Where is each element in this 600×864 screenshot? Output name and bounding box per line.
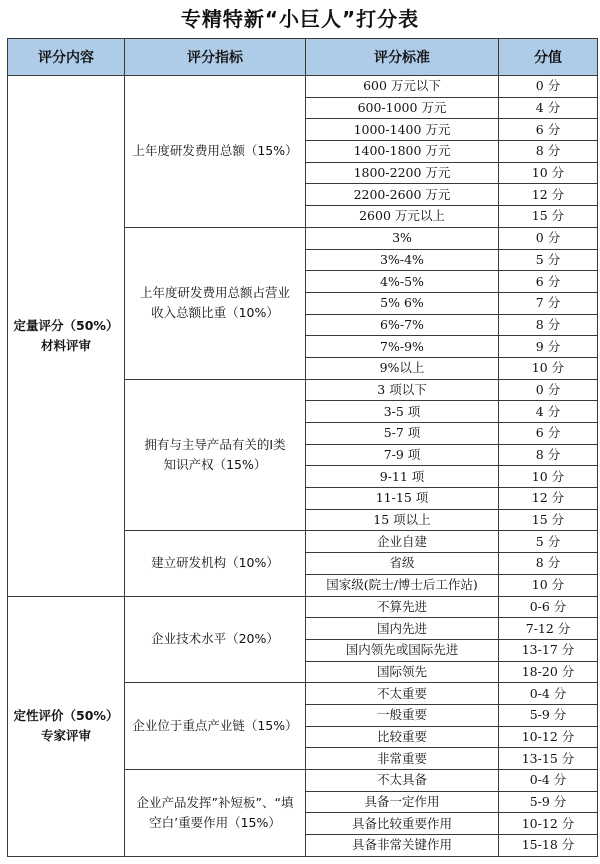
score-cell: 8 分 [499, 314, 598, 336]
standard-cell: 具备非常关键作用 [306, 835, 499, 857]
indicator-label-line: 收入总额比重（10%） [151, 305, 279, 321]
page-title: 专精特新“小巨人”打分表 [180, 7, 420, 31]
indicator-label-line: 知识产权（15%） [163, 457, 267, 473]
score-cell: 4 分 [499, 401, 598, 423]
standard-cell: 省级 [306, 553, 499, 575]
indicator-cell [125, 683, 306, 770]
score-cell: 15-18 分 [499, 835, 598, 857]
standard-cell: 不太具备 [306, 770, 499, 792]
standard-cell: 具备一定作用 [306, 791, 499, 813]
standard-cell: 7-9 项 [306, 444, 499, 466]
indicator-cell [125, 76, 306, 228]
score-cell: 10 分 [499, 466, 598, 488]
standard-cell: 1000-1400 万元 [306, 119, 499, 141]
score-cell: 0 分 [499, 379, 598, 401]
standard-cell: 11-15 项 [306, 488, 499, 510]
standard-cell: 不太重要 [306, 683, 499, 705]
standard-cell: 9-11 项 [306, 466, 499, 488]
standard-cell: 一般重要 [306, 704, 499, 726]
header-score: 分值 [499, 39, 598, 76]
standard-cell: 4%-5% [306, 271, 499, 293]
scoring-table [7, 38, 598, 857]
indicator-label-line: 建立研发机构（10%） [151, 555, 279, 571]
section-content-cell [8, 596, 125, 856]
header-indicator: 评分指标 [125, 39, 306, 76]
score-cell: 7-12 分 [499, 618, 598, 640]
standard-cell: 国际领先 [306, 661, 499, 683]
score-cell: 10-12 分 [499, 813, 598, 835]
standard-cell: 600 万元以下 [306, 76, 499, 98]
score-cell: 0-4 分 [499, 683, 598, 705]
score-cell: 18-20 分 [499, 661, 598, 683]
score-cell: 12 分 [499, 184, 598, 206]
score-cell: 8 分 [499, 141, 598, 163]
standard-cell: 600-1000 万元 [306, 97, 499, 119]
header-content: 评分内容 [8, 39, 125, 76]
standard-cell: 15 项以上 [306, 509, 499, 531]
indicator-cell [125, 770, 306, 857]
standard-cell: 3%-4% [306, 249, 499, 271]
standard-cell: 比较重要 [306, 726, 499, 748]
standard-cell: 5% 6% [306, 292, 499, 314]
score-cell: 13-17 分 [499, 639, 598, 661]
standard-cell: 1800-2200 万元 [306, 162, 499, 184]
score-cell: 10 分 [499, 357, 598, 379]
table-body [8, 76, 598, 857]
score-cell: 10-12 分 [499, 726, 598, 748]
score-cell: 8 分 [499, 553, 598, 575]
score-cell: 0 分 [499, 227, 598, 249]
standard-cell: 3-5 项 [306, 401, 499, 423]
indicator-label-line: 上年度研发费用总额（15%） [132, 143, 298, 159]
standard-cell: 3% [306, 227, 499, 249]
standard-cell: 5-7 项 [306, 423, 499, 445]
score-cell: 15 分 [499, 206, 598, 228]
score-cell: 10 分 [499, 574, 598, 596]
standard-cell: 6%-7% [306, 314, 499, 336]
indicator-cell [125, 531, 306, 596]
standard-cell: 1400-1800 万元 [306, 141, 499, 163]
indicator-label-line: 企业产品发挥”补短板”、“填 [136, 794, 294, 810]
standard-cell: 国家级(院士/博士后工作站) [306, 574, 499, 596]
standard-cell: 非常重要 [306, 748, 499, 770]
standard-cell: 2200-2600 万元 [306, 184, 499, 206]
standard-cell: 3 项以下 [306, 379, 499, 401]
standard-cell: 国内领先或国际先进 [306, 639, 499, 661]
header-standard: 评分标准 [306, 39, 499, 76]
score-cell: 15 分 [499, 509, 598, 531]
indicator-cell [125, 596, 306, 683]
indicator-label-line: 空白’重要作用（15%） [149, 814, 281, 830]
score-cell: 0-6 分 [499, 596, 598, 618]
table-row [8, 76, 598, 98]
section-content-cell [8, 76, 125, 597]
header-row [8, 39, 598, 76]
table-row [8, 596, 598, 618]
score-cell: 9 分 [499, 336, 598, 358]
score-cell: 0-4 分 [499, 770, 598, 792]
section-content-line: 定性评价（50%） [13, 708, 119, 724]
score-cell: 8 分 [499, 444, 598, 466]
standard-cell: 2600 万元以上 [306, 206, 499, 228]
score-cell: 4 分 [499, 97, 598, 119]
standard-cell: 9%以上 [306, 357, 499, 379]
score-cell: 6 分 [499, 271, 598, 293]
indicator-label-line: 上年度研发费用总额占营业 [139, 285, 290, 301]
score-cell: 13-15 分 [499, 748, 598, 770]
standard-cell: 不算先进 [306, 596, 499, 618]
section-content-line: 专家评审 [40, 728, 91, 744]
standard-cell: 7%-9% [306, 336, 499, 358]
standard-cell: 企业自建 [306, 531, 499, 553]
indicator-label-line: 企业技术水平（20%） [151, 631, 279, 647]
section-content-line: 定量评分（50%） [13, 317, 119, 333]
indicator-cell [125, 227, 306, 379]
score-cell: 5-9 分 [499, 791, 598, 813]
score-cell: 5-9 分 [499, 704, 598, 726]
indicator-label-line: 拥有与主导产品有关的Ⅰ类 [144, 437, 286, 453]
section-content-line: 材料评审 [40, 337, 91, 353]
score-cell: 5 分 [499, 531, 598, 553]
indicator-label-line: 企业位于重点产业链（15%） [132, 718, 298, 734]
indicator-cell [125, 379, 306, 531]
score-cell: 6 分 [499, 423, 598, 445]
score-cell: 7 分 [499, 292, 598, 314]
score-cell: 5 分 [499, 249, 598, 271]
score-cell: 6 分 [499, 119, 598, 141]
score-cell: 10 分 [499, 162, 598, 184]
standard-cell: 国内先进 [306, 618, 499, 640]
score-cell: 12 分 [499, 488, 598, 510]
standard-cell: 具备比较重要作用 [306, 813, 499, 835]
score-cell: 0 分 [499, 76, 598, 98]
